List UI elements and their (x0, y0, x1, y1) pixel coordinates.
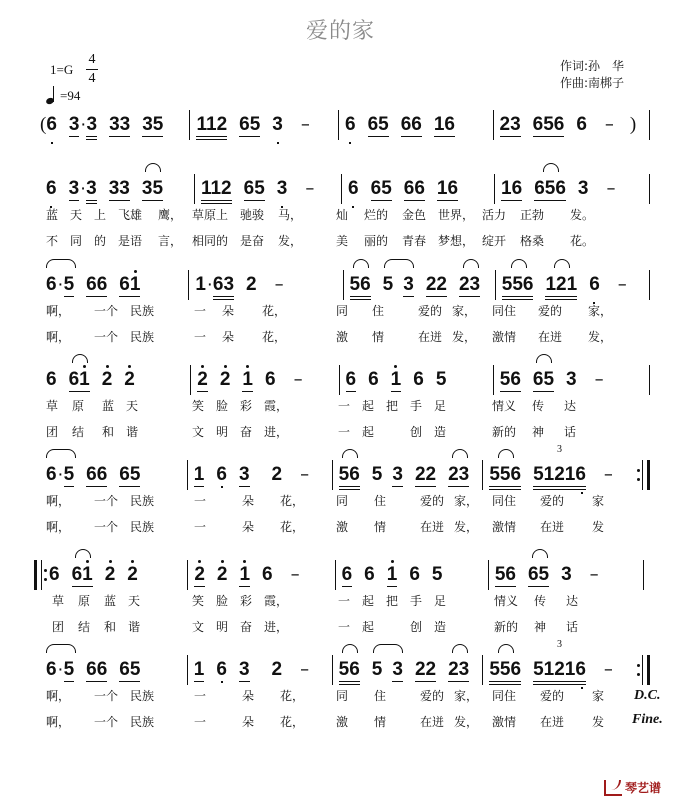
note-group (391, 363, 402, 397)
measure (494, 363, 649, 397)
note-group (348, 172, 359, 206)
sustain-dash: – (290, 564, 300, 585)
score-system-3 (40, 363, 650, 441)
measure (342, 172, 494, 206)
score-system-4 (40, 444, 650, 536)
sustain-dash: – (617, 274, 627, 295)
note-group (578, 172, 589, 206)
measure (40, 458, 187, 492)
note-group (409, 558, 420, 592)
note: 5 (435, 369, 447, 390)
tied-note-group (339, 458, 360, 492)
lyrics-verse-1: 啊， 一个 民族 一 朵 花， 同 住 爱的 家， 同住 爱的 家 (46, 494, 605, 508)
measure (344, 268, 495, 302)
note-group (49, 558, 60, 592)
note: 65 (371, 172, 392, 201)
note: 6 (46, 172, 57, 200)
note: 6 (368, 369, 379, 390)
note: 66 (86, 653, 107, 682)
note-group (119, 268, 140, 302)
note: 65 (533, 363, 554, 392)
note-group (346, 363, 357, 397)
note-group (436, 363, 447, 397)
note: 2 (105, 558, 116, 586)
tied-note-group (383, 268, 414, 302)
note: 3 (561, 564, 572, 585)
tied-note-group (72, 558, 93, 592)
repeat-start-dots (42, 560, 49, 590)
note: 556 (489, 458, 521, 490)
sustain-dash: – (603, 464, 613, 485)
note-group (345, 108, 356, 142)
note-group (46, 172, 57, 206)
note: 23 (500, 108, 521, 137)
note-group (239, 653, 250, 687)
note-group (272, 108, 283, 142)
note-group (495, 558, 516, 592)
repeat-end-dots (635, 655, 642, 685)
measure (40, 363, 190, 397)
lyrics-verse-2: 啊， 一个 民族 一 朵 花， 激 情 在迸 发， 激情 在迸 发， (46, 330, 613, 344)
note-group (415, 458, 436, 492)
note: 6 (262, 564, 273, 585)
note: 3 · (69, 172, 80, 201)
note-group (217, 558, 228, 592)
sustain-dash: – (594, 369, 604, 390)
note: 6 · (46, 653, 57, 681)
time-signature-divider (86, 69, 98, 70)
credits (560, 58, 624, 92)
note-group (124, 363, 135, 397)
sustain-dash: – (293, 369, 303, 390)
note: 61 (69, 363, 90, 392)
note-group (46, 363, 57, 397)
tied-note-group (46, 653, 74, 687)
measure (190, 108, 338, 142)
note-group (194, 458, 205, 492)
note: 3 · (69, 108, 80, 137)
note: 23 (448, 458, 469, 487)
note-group (262, 558, 273, 592)
note-group (401, 108, 422, 142)
song-title: 爱的家 (305, 19, 375, 44)
repeat-start-barline (34, 560, 42, 590)
note: 5 (371, 464, 383, 485)
note: 2 (271, 464, 283, 485)
note: 2 (217, 558, 228, 586)
note: 3 (86, 108, 97, 140)
composer: 作曲:南梆子 (560, 76, 625, 90)
watermark-text: 琴艺谱 (625, 781, 662, 795)
note: 33 (109, 108, 130, 137)
note-group (501, 172, 522, 206)
note: 1 · (195, 268, 206, 296)
tied-note-group (46, 268, 74, 302)
tied-note-group (339, 653, 360, 687)
note-group (216, 458, 227, 492)
note: 2 (102, 363, 113, 391)
measure (483, 639, 635, 687)
lyrics-verse-1: 草 原 蓝 天 笑 脸 彩 霞， 一 起 把 手 足 情义 传 达 (52, 594, 579, 608)
note-group (576, 108, 587, 142)
note: 2 (127, 558, 138, 586)
note-group (566, 363, 577, 397)
note: 3 (277, 172, 288, 200)
measure (496, 268, 649, 302)
note: 35 (142, 172, 163, 201)
note: 6 (342, 558, 353, 587)
note: 121 (545, 268, 577, 300)
note-group (500, 363, 521, 397)
key-signature: 1=G (50, 62, 74, 77)
note-group (246, 268, 257, 302)
note: 3 (566, 369, 577, 390)
note-group (434, 108, 455, 142)
note: 6 (348, 172, 359, 200)
measure (188, 558, 334, 592)
note: 6 (409, 564, 420, 585)
note-group (272, 653, 283, 687)
note: 16 (501, 172, 522, 201)
note: 6 (46, 369, 57, 390)
note-group (142, 108, 163, 142)
dc-mark: D.C. (634, 688, 661, 703)
note: 6 (364, 564, 375, 585)
note: 51216 (533, 458, 586, 490)
note: 6 (216, 458, 227, 486)
tied-note-group (350, 268, 371, 302)
note: 33 (109, 172, 130, 201)
note-group (220, 363, 231, 397)
lyrics-verse-2: 团 结 和 谐 文 明 奋 进， 一 起 创 造 新的 神 话 (46, 425, 577, 439)
note-group (197, 363, 208, 397)
note-group (242, 363, 253, 397)
note: 1 (239, 558, 250, 587)
note-group (265, 363, 276, 397)
measure (333, 653, 483, 687)
tied-note-group (448, 458, 469, 492)
measure (189, 268, 342, 302)
measure (483, 444, 635, 492)
note: 112 (196, 108, 227, 140)
note: 656 (533, 108, 565, 137)
measure (40, 108, 189, 142)
lyrics-verse-1: 啊， 一个 民族 一 朵 花， 同 住 爱的 家， 同住 爱的 家 (46, 689, 605, 703)
barline (649, 365, 650, 395)
tied-note-group (502, 268, 534, 302)
barline (649, 174, 650, 204)
note-group (201, 172, 232, 206)
close-paren: ) (629, 114, 637, 135)
note: 65 (119, 458, 140, 487)
repeat-end-dots (635, 460, 642, 490)
note-group (432, 558, 443, 592)
note: 23 (448, 653, 469, 682)
note-group (239, 558, 250, 592)
fine-mark: Fine. (632, 712, 663, 727)
note-group (69, 172, 97, 206)
measure (40, 172, 194, 206)
measure (489, 558, 643, 592)
sustain-dash: – (300, 659, 310, 680)
sustain-dash: – (300, 464, 310, 485)
note: 3 (577, 178, 589, 199)
note: 3 (239, 653, 250, 682)
note: 2 (271, 659, 283, 680)
lyrics-verse-1: 草 原 蓝 天 笑 脸 彩 霞， 一 起 把 手 足 情义 传 达 (46, 399, 577, 413)
open-paren: ( (40, 114, 47, 135)
sustain-dash: – (604, 114, 614, 135)
note-group (109, 172, 130, 206)
note: 556 (489, 653, 521, 685)
sustain-dash: – (589, 564, 599, 585)
note-group (413, 363, 424, 397)
triplet-marker: 3 (556, 639, 562, 650)
note: 56 (350, 268, 371, 300)
measure (191, 363, 338, 397)
note-group (86, 653, 107, 687)
tied-note-group (545, 268, 577, 302)
note: 56 (495, 558, 516, 587)
note-group (415, 653, 436, 687)
score-system-intro (40, 108, 650, 142)
note-group (86, 268, 107, 302)
note-group (69, 108, 97, 142)
note: 16 (437, 172, 458, 201)
note-group (426, 268, 447, 302)
tied-note-group (533, 363, 554, 397)
tied-note-group (534, 172, 566, 206)
note: 1 (194, 458, 205, 487)
note-group (102, 363, 113, 397)
lyrics-verse-1: 蓝 天 上 飞雄 鹰， 草原上 驰骏 马， 灿 烂的 金色 世界， 活力 正勃 发。 (46, 208, 595, 222)
note-group (387, 558, 398, 592)
note-group (127, 558, 138, 592)
note-group (533, 108, 565, 142)
note: 35 (142, 108, 163, 137)
note: 3 (403, 268, 414, 297)
note: 66 (86, 268, 107, 297)
note: 22 (426, 268, 447, 297)
note: 5 (64, 268, 75, 297)
note: 66 (401, 108, 422, 137)
measure (188, 458, 332, 492)
measure (40, 268, 188, 302)
lyricist: 作词:孙 华 (560, 59, 625, 73)
note-group (194, 653, 205, 687)
repeat-end-barline (642, 655, 650, 685)
note-group (46, 108, 57, 142)
note: 1 (391, 363, 402, 392)
time-signature-top: 4 (88, 52, 96, 67)
tied-note-group (489, 458, 521, 492)
note: 2 (194, 558, 205, 587)
note-group (342, 558, 353, 592)
measure (336, 558, 488, 592)
sustain-dash: – (300, 114, 310, 135)
note-group (372, 458, 403, 492)
note: 5 (382, 274, 394, 295)
measure (339, 108, 493, 142)
note-group (500, 108, 521, 142)
tempo-value: =94 (60, 88, 81, 103)
note: 1 (242, 363, 253, 392)
measure (49, 558, 187, 592)
measure (340, 363, 493, 397)
note: 5 (371, 659, 383, 680)
note-group (239, 108, 260, 142)
lyrics-verse-2: 团 结 和 谐 文 明 奋 进， 一 起 创 造 新的 神 话 (52, 620, 579, 634)
note: 65 (239, 108, 260, 137)
note-group (105, 558, 116, 592)
note-group (404, 172, 425, 206)
note: 6 (589, 268, 600, 296)
note-group (364, 558, 375, 592)
note: 63 (213, 268, 234, 300)
note: 556 (502, 268, 534, 300)
note-group (244, 172, 265, 206)
lyrics-verse-1: 啊， 一个 民族 一 朵 花， 同 住 爱的 家， 同住 爱的 家， (46, 304, 613, 318)
note: 6 · (46, 458, 57, 486)
sustain-dash: – (603, 659, 613, 680)
note: 112 (201, 172, 232, 204)
note: 3 (239, 458, 250, 487)
note: 51216 (533, 653, 586, 685)
tied-note-group (142, 172, 163, 206)
note: 61 (72, 558, 93, 587)
time-signature (86, 52, 98, 87)
note: 65 (119, 653, 140, 682)
note: 3 (272, 108, 283, 136)
measure (188, 653, 332, 687)
note: 6 (346, 363, 357, 392)
note-group (561, 558, 572, 592)
note: 22 (415, 653, 436, 682)
tempo-marking (46, 86, 80, 104)
note-group (119, 653, 140, 687)
note-group (368, 108, 389, 142)
note: 22 (415, 458, 436, 487)
note: 2 (197, 363, 208, 392)
quarter-note-icon (46, 86, 54, 104)
triplet-group (533, 639, 586, 687)
note: 6 (345, 108, 356, 136)
note: 6 (413, 369, 424, 390)
note: 66 (86, 458, 107, 487)
note: 56 (339, 458, 360, 490)
note-group (194, 558, 205, 592)
tied-note-group (528, 558, 549, 592)
note: 65 (528, 558, 549, 587)
note: 16 (434, 108, 455, 137)
note-group (437, 172, 458, 206)
tied-note-group (372, 653, 403, 687)
watermark-logo (604, 779, 661, 796)
qinyipu-logo-icon (604, 780, 622, 796)
note: 6 (46, 108, 57, 136)
note: 6 (49, 564, 60, 585)
note: 656 (534, 172, 566, 201)
note-group (277, 172, 288, 206)
measure (195, 172, 341, 206)
note: 6 (576, 114, 587, 135)
triplet-marker: 3 (556, 444, 562, 455)
sustain-dash: – (274, 274, 284, 295)
tied-note-group (459, 268, 480, 302)
barline (643, 560, 644, 590)
note: 66 (404, 172, 425, 201)
note-group (368, 363, 379, 397)
note: 61 (119, 268, 140, 297)
note: 65 (244, 172, 265, 201)
note: 3 (392, 653, 403, 682)
note: 2 (220, 363, 231, 391)
measure (333, 458, 483, 492)
tied-note-group (448, 653, 469, 687)
note-group (216, 653, 227, 687)
repeat-end-barline (642, 460, 650, 490)
note-group (371, 172, 392, 206)
tied-note-group (46, 458, 74, 492)
note: 1 (194, 653, 205, 682)
note: 6 · (46, 268, 57, 296)
measure (495, 172, 649, 206)
note: 5 (431, 564, 443, 585)
score-system-6 (40, 639, 650, 731)
note-group (196, 108, 227, 142)
note: 56 (339, 653, 360, 685)
note-group (272, 458, 283, 492)
score-system-1 (40, 172, 650, 250)
lyrics-verse-2: 不 同 的 是语 言， 相同的 是奋 发， 美 丽的 青春 梦想， 绽开 格桑 花。 (46, 234, 595, 248)
note-group (589, 268, 600, 302)
triplet-group (533, 444, 586, 492)
note-group (86, 458, 107, 492)
note: 6 (216, 653, 227, 681)
lyrics-verse-2: 啊， 一个 民族 一 朵 花， 激 情 在迸 发， 激情 在迸 发 (46, 520, 605, 534)
lyrics-verse-2: 啊， 一个 民族 一 朵 花， 激 情 在迸 发， 激情 在迸 发 (46, 715, 605, 729)
time-signature-bottom: 4 (88, 71, 96, 86)
score-system-5 (34, 558, 644, 636)
note: 5 (64, 653, 75, 682)
note: 6 (264, 369, 276, 390)
note-group (119, 458, 140, 492)
barline (649, 270, 650, 300)
measure (40, 653, 187, 687)
note: 3 (86, 172, 97, 204)
tied-note-group (489, 653, 521, 687)
note: 1 (387, 558, 398, 587)
note: 23 (459, 268, 480, 297)
note: 2 (124, 363, 135, 391)
note: 65 (368, 108, 389, 137)
tied-note-group (69, 363, 90, 397)
note-group (195, 268, 234, 302)
sustain-dash: – (305, 178, 315, 199)
barline (649, 110, 650, 140)
sustain-dash: – (606, 178, 616, 199)
note-group (109, 108, 130, 142)
score-system-2 (40, 268, 650, 346)
note: 2 (246, 274, 257, 295)
note-group (239, 458, 250, 492)
note: 5 (64, 458, 75, 487)
note: 56 (500, 363, 521, 392)
measure (494, 108, 649, 142)
note: 3 (392, 458, 403, 487)
